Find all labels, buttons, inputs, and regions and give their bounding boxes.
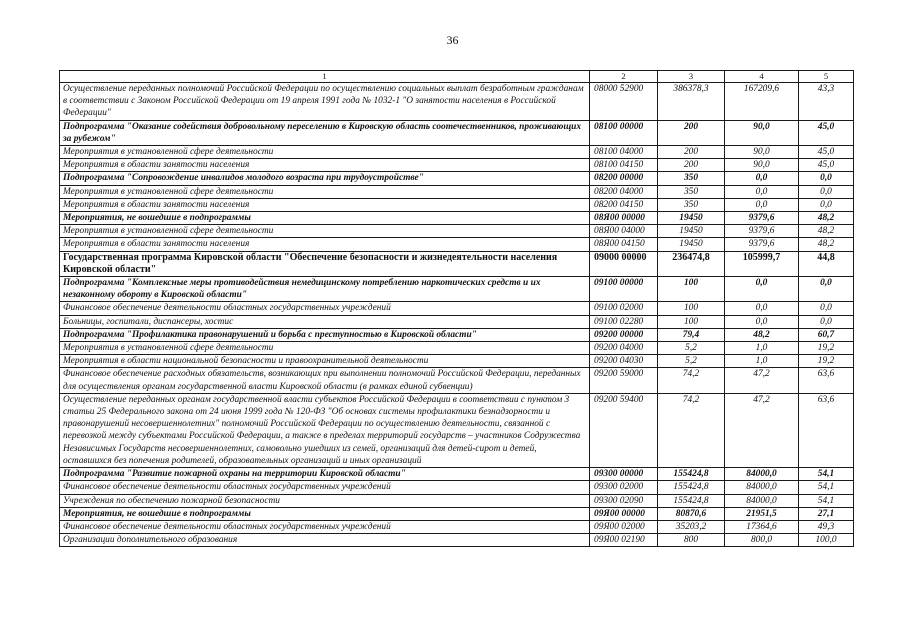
- row-percent-cell: 63,6: [799, 393, 854, 467]
- row-actual-cell: 0,0: [725, 277, 799, 302]
- row-percent-cell: 48,2: [799, 225, 854, 238]
- row-name-cell: Мероприятия в установленной сфере деятельности: [60, 225, 590, 238]
- table-row: [60, 368, 854, 393]
- row-plan-cell: 79,4: [658, 328, 725, 341]
- table-row: [60, 146, 854, 159]
- row-plan-cell: 100: [658, 315, 725, 328]
- table-row: [60, 159, 854, 172]
- row-percent-cell: 44,8: [799, 251, 854, 276]
- row-actual-cell: 1,0: [725, 342, 799, 355]
- row-plan-cell: 350: [658, 198, 725, 211]
- row-code-cell: 09200 59000: [590, 368, 658, 393]
- row-name-cell: Мероприятия, не вошедшие в подпрограммы: [60, 507, 590, 520]
- row-name-cell: Мероприятия в установленной сфере деятельности: [60, 146, 590, 159]
- row-actual-cell: 9379,6: [725, 238, 799, 251]
- row-percent-cell: 45,0: [799, 159, 854, 172]
- row-code-cell: 09Я00 02000: [590, 520, 658, 533]
- row-plan-cell: 100: [658, 302, 725, 315]
- row-code-cell: 08Я00 00000: [590, 212, 658, 225]
- row-percent-cell: 19,2: [799, 355, 854, 368]
- column-header-actual: 4: [725, 71, 799, 83]
- table-row: [60, 225, 854, 238]
- row-code-cell: 09100 02280: [590, 315, 658, 328]
- row-plan-cell: 5,2: [658, 355, 725, 368]
- row-actual-cell: 1,0: [725, 355, 799, 368]
- row-code-cell: 08200 04000: [590, 185, 658, 198]
- row-actual-cell: 0,0: [725, 302, 799, 315]
- row-plan-cell: 155424,8: [658, 481, 725, 494]
- table-row: [60, 277, 854, 302]
- table-row: [60, 355, 854, 368]
- table-row: [60, 212, 854, 225]
- row-code-cell: 09000 00000: [590, 251, 658, 276]
- row-percent-cell: 27,1: [799, 507, 854, 520]
- row-name-cell: Мероприятия в области занятости населения: [60, 238, 590, 251]
- row-actual-cell: 90,0: [725, 120, 799, 145]
- row-actual-cell: 90,0: [725, 159, 799, 172]
- row-plan-cell: 74,2: [658, 393, 725, 467]
- row-code-cell: 08200 00000: [590, 172, 658, 185]
- row-plan-cell: 800: [658, 534, 725, 547]
- row-actual-cell: 84000,0: [725, 468, 799, 481]
- table-row: [60, 198, 854, 211]
- row-plan-cell: 19450: [658, 212, 725, 225]
- table-body: [60, 83, 854, 547]
- table-row: [60, 342, 854, 355]
- row-plan-cell: 74,2: [658, 368, 725, 393]
- row-plan-cell: 100: [658, 277, 725, 302]
- row-plan-cell: 200: [658, 120, 725, 145]
- row-code-cell: 08Я00 04000: [590, 225, 658, 238]
- row-name-cell: Подпрограмма "Профилактика правонарушений и борьба с преступностью в Кировской области": [60, 328, 590, 341]
- row-code-cell: 08200 04150: [590, 198, 658, 211]
- row-plan-cell: 19450: [658, 225, 725, 238]
- row-plan-cell: 350: [658, 185, 725, 198]
- row-name-cell: Финансовое обеспечение расходных обязательств, возникающих при выполнении полномочий Российской Федерации, переданных для осуществления органам государственной власти Кировской области (в рамках единой субвенции): [60, 368, 590, 393]
- row-code-cell: 09Я00 02190: [590, 534, 658, 547]
- row-name-cell: Подпрограмма "Сопровождение инвалидов молодого возраста при трудоустройстве": [60, 172, 590, 185]
- row-percent-cell: 0,0: [799, 198, 854, 211]
- table-row: [60, 315, 854, 328]
- row-plan-cell: 386378,3: [658, 83, 725, 121]
- row-name-cell: Финансовое обеспечение деятельности областных государственных учреждений: [60, 520, 590, 533]
- row-percent-cell: 0,0: [799, 185, 854, 198]
- row-actual-cell: 21951,5: [725, 507, 799, 520]
- row-percent-cell: 43,3: [799, 83, 854, 121]
- row-plan-cell: 5,2: [658, 342, 725, 355]
- page-number: 36: [446, 33, 459, 47]
- table-row: [60, 172, 854, 185]
- row-actual-cell: 0,0: [725, 315, 799, 328]
- row-percent-cell: 0,0: [799, 277, 854, 302]
- table-row: [60, 481, 854, 494]
- row-actual-cell: 17364,6: [725, 520, 799, 533]
- row-actual-cell: 105999,7: [725, 251, 799, 276]
- row-name-cell: Мероприятия, не вошедшие в подпрограммы: [60, 212, 590, 225]
- row-name-cell: Подпрограмма "Комплексные меры противодействия немедицинскому потреблению наркотических средств и их незаконному обороту в Кировской области": [60, 277, 590, 302]
- row-actual-cell: 9379,6: [725, 212, 799, 225]
- row-actual-cell: 167209,6: [725, 83, 799, 121]
- column-header-name: 1: [60, 71, 590, 83]
- table-row: [60, 120, 854, 145]
- row-actual-cell: 0,0: [725, 198, 799, 211]
- row-percent-cell: 0,0: [799, 302, 854, 315]
- row-percent-cell: 54,1: [799, 481, 854, 494]
- row-plan-cell: 35203,2: [658, 520, 725, 533]
- row-percent-cell: 49,3: [799, 520, 854, 533]
- table-row: [60, 393, 854, 467]
- row-code-cell: 08100 00000: [590, 120, 658, 145]
- row-code-cell: 09200 00000: [590, 328, 658, 341]
- row-plan-cell: 236474,8: [658, 251, 725, 276]
- row-plan-cell: 155424,8: [658, 468, 725, 481]
- row-name-cell: Осуществление переданных полномочий Российской Федерации по осуществлению социальных выплат безработным гражданам в соответствии с Законом Российской Федерации от 19 апреля 1991 года № 1032-1 "О занятости населения в Российской Федерации": [60, 83, 590, 121]
- row-actual-cell: 84000,0: [725, 494, 799, 507]
- row-code-cell: 09300 02000: [590, 481, 658, 494]
- row-name-cell: Организации дополнительного образования: [60, 534, 590, 547]
- row-code-cell: 08Я00 04150: [590, 238, 658, 251]
- row-plan-cell: 80870,6: [658, 507, 725, 520]
- row-actual-cell: 90,0: [725, 146, 799, 159]
- row-code-cell: 09300 02090: [590, 494, 658, 507]
- row-actual-cell: 0,0: [725, 172, 799, 185]
- row-name-cell: Больницы, госпитали, диспансеры, хостис: [60, 315, 590, 328]
- table-row: [60, 302, 854, 315]
- row-plan-cell: 200: [658, 146, 725, 159]
- row-percent-cell: 100,0: [799, 534, 854, 547]
- row-code-cell: 09200 04030: [590, 355, 658, 368]
- row-name-cell: Мероприятия в области национальной безопасности и правоохранительной деятельности: [60, 355, 590, 368]
- budget-table: [59, 70, 854, 547]
- row-code-cell: 08100 04150: [590, 159, 658, 172]
- row-percent-cell: 48,2: [799, 238, 854, 251]
- row-name-cell: Мероприятия в установленной сфере деятельности: [60, 342, 590, 355]
- row-name-cell: Финансовое обеспечение деятельности областных государственных учреждений: [60, 481, 590, 494]
- row-percent-cell: 54,1: [799, 468, 854, 481]
- row-actual-cell: 800,0: [725, 534, 799, 547]
- row-plan-cell: 19450: [658, 238, 725, 251]
- table-row: [60, 83, 854, 121]
- table-header-row: [60, 71, 854, 83]
- row-code-cell: 09300 00000: [590, 468, 658, 481]
- row-code-cell: 09100 00000: [590, 277, 658, 302]
- row-plan-cell: 200: [658, 159, 725, 172]
- row-name-cell: Подпрограмма "Развитие пожарной охраны на территории Кировской области": [60, 468, 590, 481]
- row-percent-cell: 19,2: [799, 342, 854, 355]
- row-percent-cell: 0,0: [799, 315, 854, 328]
- row-code-cell: 09200 59400: [590, 393, 658, 467]
- row-code-cell: 09Я00 00000: [590, 507, 658, 520]
- row-percent-cell: 63,6: [799, 368, 854, 393]
- row-percent-cell: 54,1: [799, 494, 854, 507]
- row-actual-cell: 9379,6: [725, 225, 799, 238]
- table-row: [60, 534, 854, 547]
- row-actual-cell: 84000,0: [725, 481, 799, 494]
- row-code-cell: 09200 04000: [590, 342, 658, 355]
- row-name-cell: Мероприятия в области занятости населения: [60, 198, 590, 211]
- table-row: [60, 507, 854, 520]
- row-percent-cell: 48,2: [799, 212, 854, 225]
- row-code-cell: 08000 52900: [590, 83, 658, 121]
- column-header-percent: 5: [799, 71, 854, 83]
- row-plan-cell: 350: [658, 172, 725, 185]
- row-actual-cell: 47,2: [725, 393, 799, 467]
- row-percent-cell: 60,7: [799, 328, 854, 341]
- table-row: [60, 520, 854, 533]
- row-name-cell: Учреждения по обеспечению пожарной безопасности: [60, 494, 590, 507]
- row-code-cell: 08100 04000: [590, 146, 658, 159]
- row-name-cell: Подпрограмма "Оказание содействия добровольному переселению в Кировскую область соотечественников, проживающих за рубежом": [60, 120, 590, 145]
- table-row: [60, 238, 854, 251]
- row-name-cell: Финансовое обеспечение деятельности областных государственных учреждений: [60, 302, 590, 315]
- row-percent-cell: 0,0: [799, 172, 854, 185]
- row-name-cell: Государственная программа Кировской области "Обеспечение безопасности и жизнедеятельности населения Кировской области": [60, 251, 590, 276]
- row-name-cell: Мероприятия в области занятости населения: [60, 159, 590, 172]
- row-actual-cell: 48,2: [725, 328, 799, 341]
- column-header-code: 2: [590, 71, 658, 83]
- row-name-cell: Осуществление переданных органам государственной власти субъектов Российской Федерации в соответствии с пунктом 3 статьи 25 Федерального закона от 24 июня 1999 года № 120-ФЗ "Об основах системы профилактики безнадзорности и правонарушений несовершеннолетних" полномочий Российской Федерации по осуществлению деятельности, связанной с перевозкой между субъектами Российской Федерации, а также в пределах территорий государств – участников Содружества Независимых Государств несовершеннолетних, самовольно ушедших из семей, организаций для детей-сирот и детей, оставшихся без попечения родителей, образовательных организаций и иных организаций: [60, 393, 590, 467]
- row-percent-cell: 45,0: [799, 120, 854, 145]
- column-header-plan: 3: [658, 71, 725, 83]
- row-percent-cell: 45,0: [799, 146, 854, 159]
- row-plan-cell: 155424,8: [658, 494, 725, 507]
- table-row: [60, 185, 854, 198]
- table-row: [60, 494, 854, 507]
- table-row: [60, 328, 854, 341]
- row-actual-cell: 47,2: [725, 368, 799, 393]
- row-code-cell: 09100 02000: [590, 302, 658, 315]
- table-row: [60, 468, 854, 481]
- row-actual-cell: 0,0: [725, 185, 799, 198]
- row-name-cell: Мероприятия в установленной сфере деятельности: [60, 185, 590, 198]
- table-row: [60, 251, 854, 276]
